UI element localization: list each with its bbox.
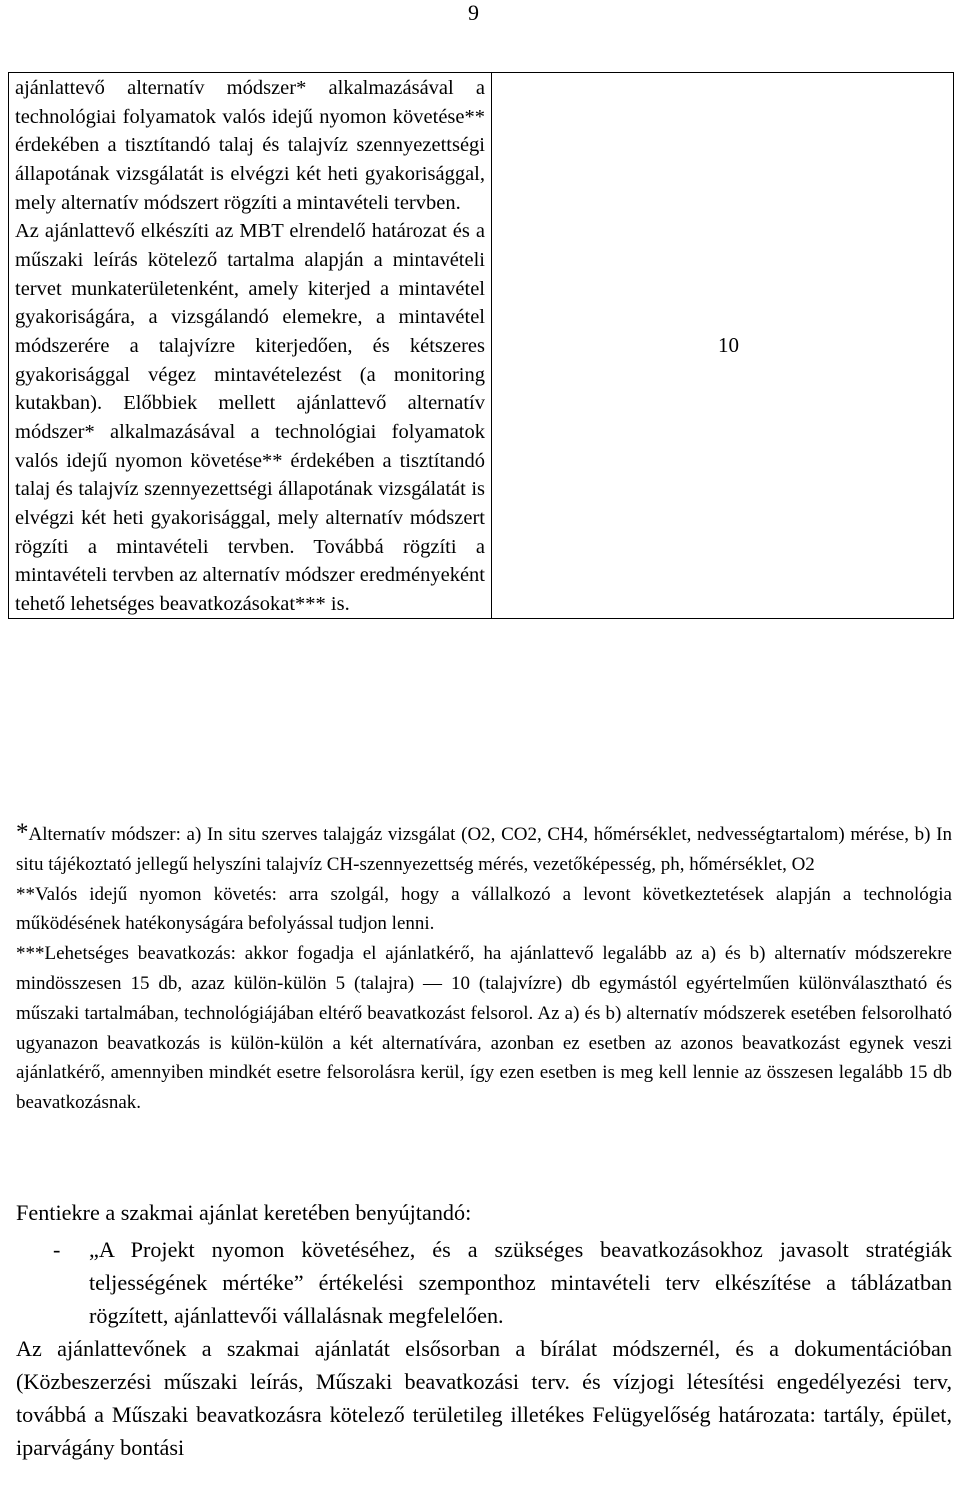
submission-intro: Fentiekre a szakmai ajánlat keretében benyújtandó: [16, 1200, 472, 1225]
footnotes [16, 818, 952, 1118]
table-row [9, 73, 954, 619]
page-number: 9 [468, 0, 479, 25]
list-dash: - [53, 1237, 61, 1262]
body-text [16, 1196, 952, 1464]
list-item-text: „A Projekt nyomon követéséhez, és a szükséges beavatkozásokhoz javasolt stratégiák teljességének mértéke” értékelési szemponthoz mintavételi terv elkészítése a táblázatban rögzített, ajánlattevői vállalásnak megfelelően. [89, 1237, 952, 1328]
closing-paragraph: Az ajánlattevőnek a szakmai ajánlatát elsősorban a bírálat módszernél, és a dokumentációban (Közbeszerzési műszaki leírás, Műszaki beavatkozási terv. és vízjogi létesítési engedélyezési terv, továbbá a Műszaki beavatkozásra kötelező területileg illetékes Felügyelőség határozata: tartály, épület, iparvágány bontási [16, 1336, 952, 1460]
footnote-possible-intervention: ***Lehetséges beavatkozás: akkor fogadja el ajánlatkérő, ha ajánlattevő legalább az a) és b) alternatív módszerekre mindösszesen 15 db, azaz külön-külön 5 (talajra) — 10 (talajvízre) db egymástól egyértelműen különválasztható és műszaki tartalmában, technológiájában eltérő beavatkozást felsorol. Az a) és b) alternatív módszerek esetében felsorolható ugyanazon beavatkozás is külön-külön a két alternatívára, azonban ez esetben az azonos beavatkozást egynek veszi ajánlatkérő, amennyiben mindkét esetre felsorolásra kerül, így ezen esetben is meg kell lennie az összesen legalább 15 db beavatkozásnak. [16, 943, 952, 1114]
footnote-star: * [16, 819, 29, 846]
requirement-paragraph-1: ajánlattevő alternatív módszer* alkalmazásával a technológiai folyamatok valós idejű nyomon követése** érdekében a tisztítandó talaj és talajvíz szennyezettségi állapotának vizsgálatát is elvégzi két heti gyakorisággal, mely alternatív módszert rögzíti a mintavételi tervben. [15, 77, 485, 214]
footnote-real-time-tracking: **Valós idejű nyomon követés: arra szolgál, hogy a vállalkozó a levont következtetések alapján a technológia működésének hatékonyságára befolyással tudjon lenni. [16, 883, 952, 935]
requirement-paragraph-2: Az ajánlattevő elkészíti az MBT elrendelő határozat és a műszaki leírás kötelező tartalma alapján a mintavételi tervet munkaterületenként, amely kiterjed a mintavétel gyakoriságára, a vizsgálandó elemekre, a mintavétel módszerére a talajvízre kiterjedően, és kétszeres gyakorisággal végez mintavételezést (a monitoring kutakban). Előbbiek mellett ajánlattevő alternatív módszer* alkalmazásával a technológiai folyamatok valós idejű nyomon követése** érdekében a tisztítandó talaj és talajvíz szennyezettségi állapotának vizsgálatát is elvégzi két heti gyakorisággal, mely alternatív módszert rögzíti a mintavételi tervben. Továbbá rögzíti a mintavételi tervben az alternatív módszer eredményeként tehető lehetséges beavatkozásokat*** is. [15, 220, 485, 615]
list-item [16, 1233, 952, 1332]
requirement-cell [9, 73, 492, 619]
evaluation-table [8, 72, 954, 619]
score-cell [492, 73, 954, 619]
footnote-alternative-method-text: Alternatív módszer: a) In situ szerves talajgáz vizsgálat (O2, CO2, CH4, hőmérséklet, nedvességtartalom) mérése, b) In situ tájékoztató jellegű helyszíni talajvíz CH-szennyezettség mérés, vezetőképesség, ph, hőmérséklet, O2 [16, 824, 952, 875]
score-value: 10 [718, 333, 739, 358]
footnote-alternative-method [16, 818, 952, 880]
